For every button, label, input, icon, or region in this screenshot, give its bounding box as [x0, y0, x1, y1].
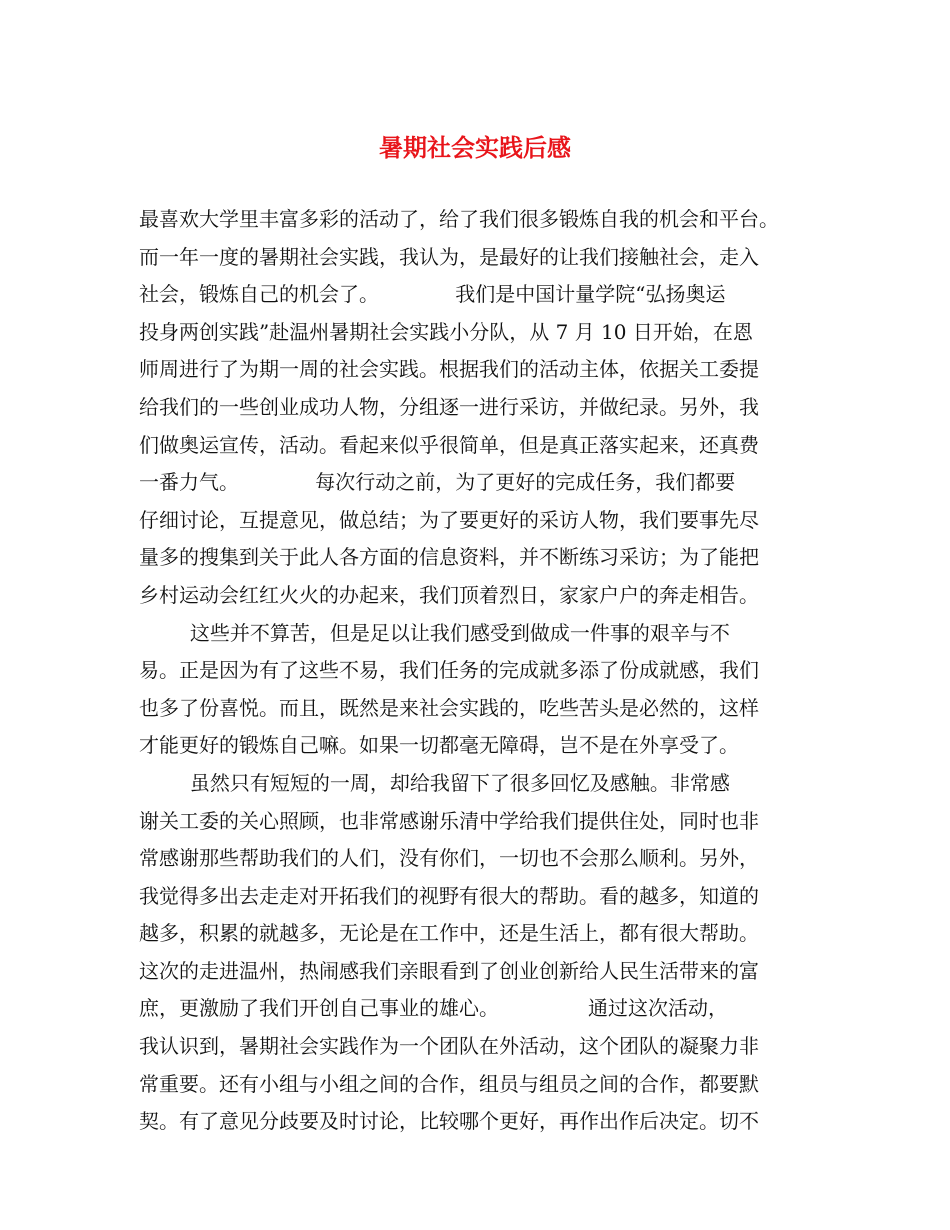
text-line: 一番力气。 每次行动之前，为了更好的完成任务，我们都要 [139, 470, 736, 495]
text-line: 仔细讨论，互提意见，做总结；为了要更好的采访人物，我们要事先尽 [139, 507, 759, 532]
document-body [139, 201, 819, 1141]
text-line: 我觉得多出去走走对开拓我们的视野有很大的帮助。看的越多，知道的 [139, 883, 759, 908]
document-title: 暑期社会实践后感 [379, 133, 571, 162]
text-line: 给我们的一些创业成功人物，分组逐一进行采访，并做纪录。另外，我 [139, 394, 759, 419]
text-line: 契。有了意见分歧要及时讨论，比较哪个更好，再作出作后决定。切不 [139, 1109, 759, 1134]
text-line: 最喜欢大学里丰富多彩的活动了，给了我们很多锻炼自我的机会和平台。 [139, 207, 779, 231]
text-line: 越多，积累的就越多，无论是在工作中，还是生活上，都有很大帮助。 [139, 921, 759, 946]
text-line: 才能更好的锻炼自己嘛。如果一切都毫无障碍，岂不是在外享受了。 [139, 733, 739, 758]
text-line: 也多了份喜悦。而且，既然是来社会实践的，吃些苦头是必然的，这样 [139, 695, 759, 720]
text-line: 投身两创实践”赴温州暑期社会实践小分队，从 7 月 10 日开始，在恩 [139, 319, 753, 344]
text-line: 这次的走进温州，热闹感我们亲眼看到了创业创新给人民生活带来的富 [139, 958, 759, 983]
text-line: 师周进行了为期一周的社会实践。根据我们的活动主体，依据关工委提 [139, 357, 759, 382]
text-line: 虽然只有短短的一周，却给我留下了很多回忆及感触。非常感 [139, 770, 730, 795]
text-line: 乡村运动会红红火火的办起来，我们顶着烈日，家家户户的奔走相告。 [139, 582, 759, 607]
text-line: 们做奥运宣传，活动。看起来似乎很简单，但是真正落实起来，还真费 [139, 432, 759, 457]
text-line: 这些并不算苦，但是足以让我们感受到做成一件事的艰辛与不 [139, 620, 730, 645]
text-line: 庶，更激励了我们开创自己事业的雄心。 通过这次活动， [139, 996, 729, 1021]
text-line: 我认识到，暑期社会实践作为一个团队在外活动，这个团队的凝聚力非 [139, 1034, 759, 1059]
text-line: 而一年一度的暑期社会实践，我认为，是最好的让我们接触社会，走入 [139, 244, 759, 269]
text-line: 量多的搜集到关于此人各方面的信息资料，并不断练习采访；为了能把 [139, 545, 759, 570]
text-line: 常重要。还有小组与小组之间的合作，组员与组员之间的合作，都要默 [139, 1071, 759, 1096]
text-line: 社会，锻炼自己的机会了。 我们是中国计量学院“弘扬奥运 [139, 282, 726, 307]
text-line: 常感谢那些帮助我们的人们，没有你们，一切也不会那么顺利。另外， [139, 846, 759, 871]
text-line: 易。正是因为有了这些不易，我们任务的完成就多添了份成就感，我们 [139, 658, 759, 683]
text-line: 谢关工委的关心照顾，也非常感谢乐清中学给我们提供住处，同时也非 [139, 808, 759, 833]
